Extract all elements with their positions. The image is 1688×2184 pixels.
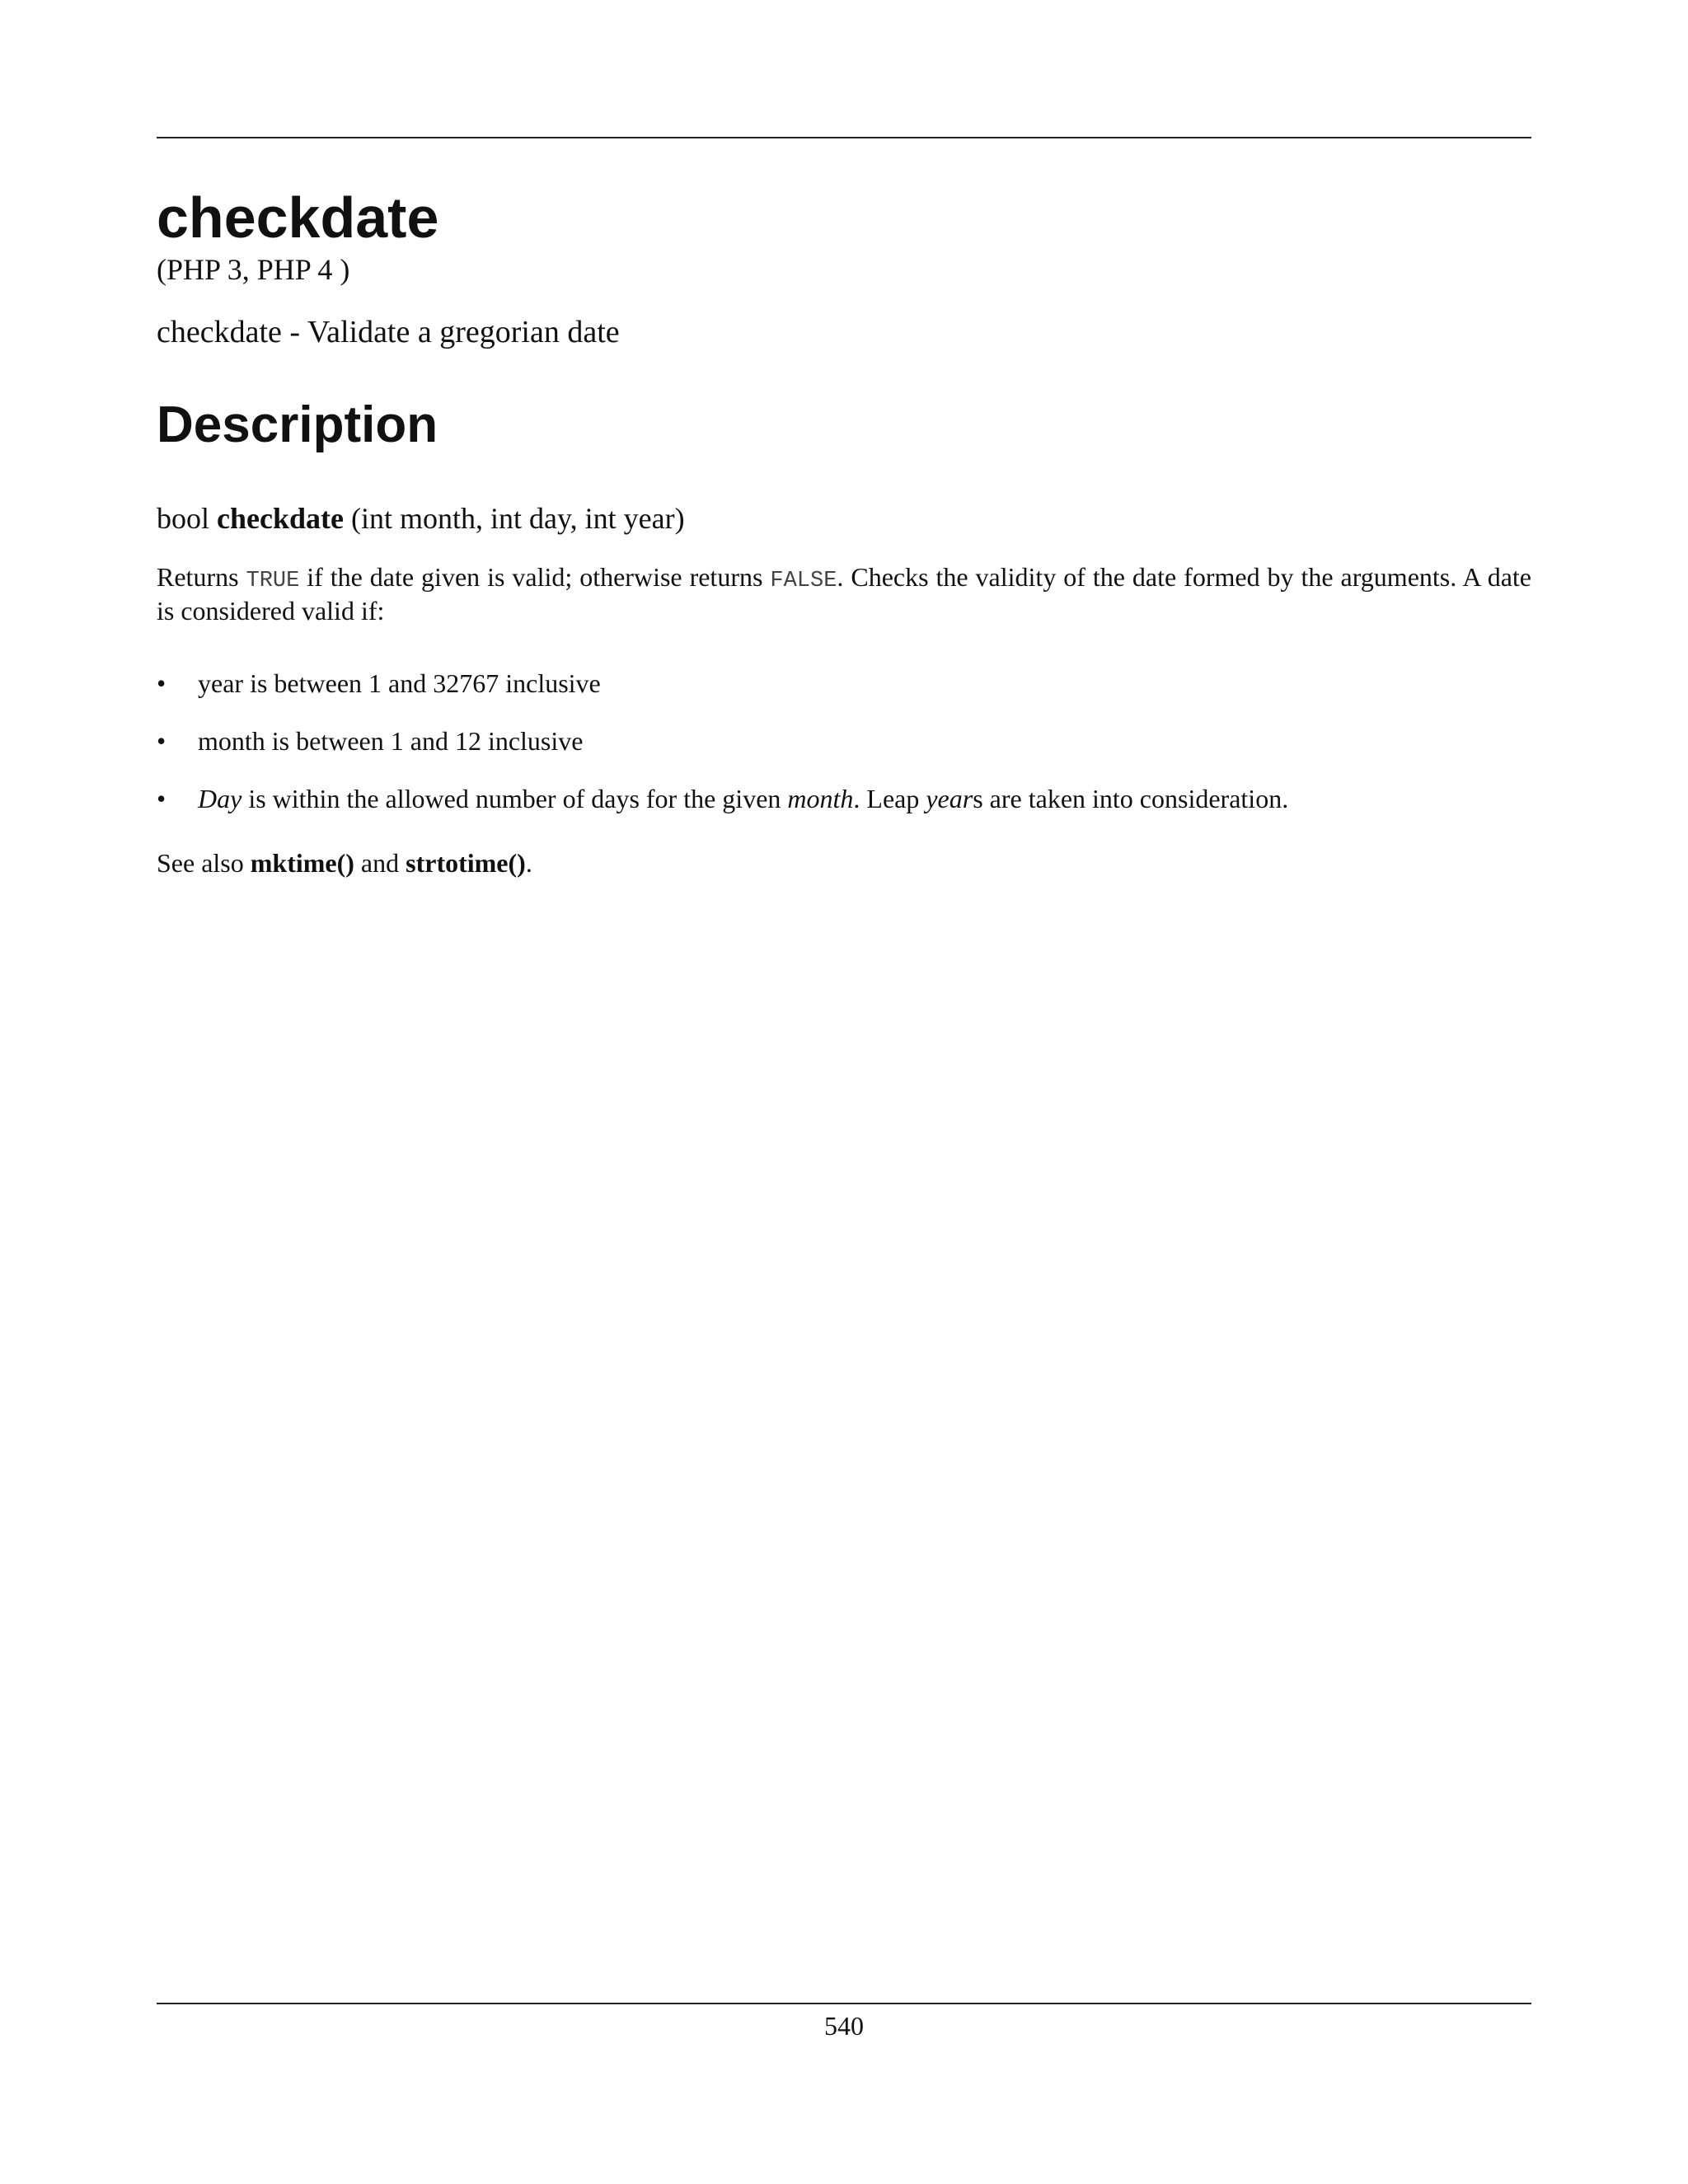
page-number: 540 xyxy=(824,2011,864,2041)
bullet: • xyxy=(157,725,166,756)
para-text-2: if the date given is valid; otherwise returns xyxy=(307,561,763,592)
php-versions: (PHP 3, PHP 4 ) xyxy=(157,252,350,286)
see-also-mid: and xyxy=(360,847,400,878)
footer-rule xyxy=(157,2003,1531,2004)
list-item-year xyxy=(157,668,1531,698)
function-name: checkdate xyxy=(217,502,344,536)
para-text-3: . Checks the validity of the date formed by the arguments. A date is considered valid if: xyxy=(157,561,1532,626)
mktime-link[interactable]: mktime() xyxy=(250,847,354,878)
day-text-2: . Leap xyxy=(853,783,920,813)
bullet: • xyxy=(157,783,166,813)
function-synopsis xyxy=(157,501,1531,537)
list-item-text: year is between 1 and 32767 inclusive xyxy=(198,668,601,698)
month-emphasis: month xyxy=(787,783,854,813)
header-rule xyxy=(157,137,1531,138)
see-also-end: . xyxy=(525,847,532,878)
function-purpose: checkdate - Validate a gregorian date xyxy=(157,314,620,349)
true-constant: TRUE xyxy=(246,568,300,593)
bullet: • xyxy=(157,668,166,698)
day-text-3: s are taken into consideration. xyxy=(973,783,1289,813)
page-title: checkdate xyxy=(157,185,439,250)
false-constant: FALSE xyxy=(770,568,837,593)
see-also-prefix: See also xyxy=(157,847,244,878)
see-also xyxy=(157,848,1531,878)
day-emphasis: Day xyxy=(198,783,242,813)
day-text-1: is within the allowed number of days for the given xyxy=(248,783,781,813)
strtotime-link[interactable]: strtotime() xyxy=(406,847,526,878)
year-emphasis: year xyxy=(926,783,973,813)
list-item-text: month is between 1 and 12 inclusive xyxy=(198,725,584,756)
function-params: (int month, int day, int year) xyxy=(350,502,685,536)
description-heading: Description xyxy=(157,396,438,454)
para-text-1: Returns xyxy=(157,561,239,592)
description-paragraph xyxy=(157,562,1531,626)
page-content xyxy=(157,185,1532,878)
list-item-month xyxy=(157,726,1531,756)
list-item-day xyxy=(157,784,1531,813)
validity-list xyxy=(157,668,1531,813)
return-type: bool xyxy=(157,502,210,536)
